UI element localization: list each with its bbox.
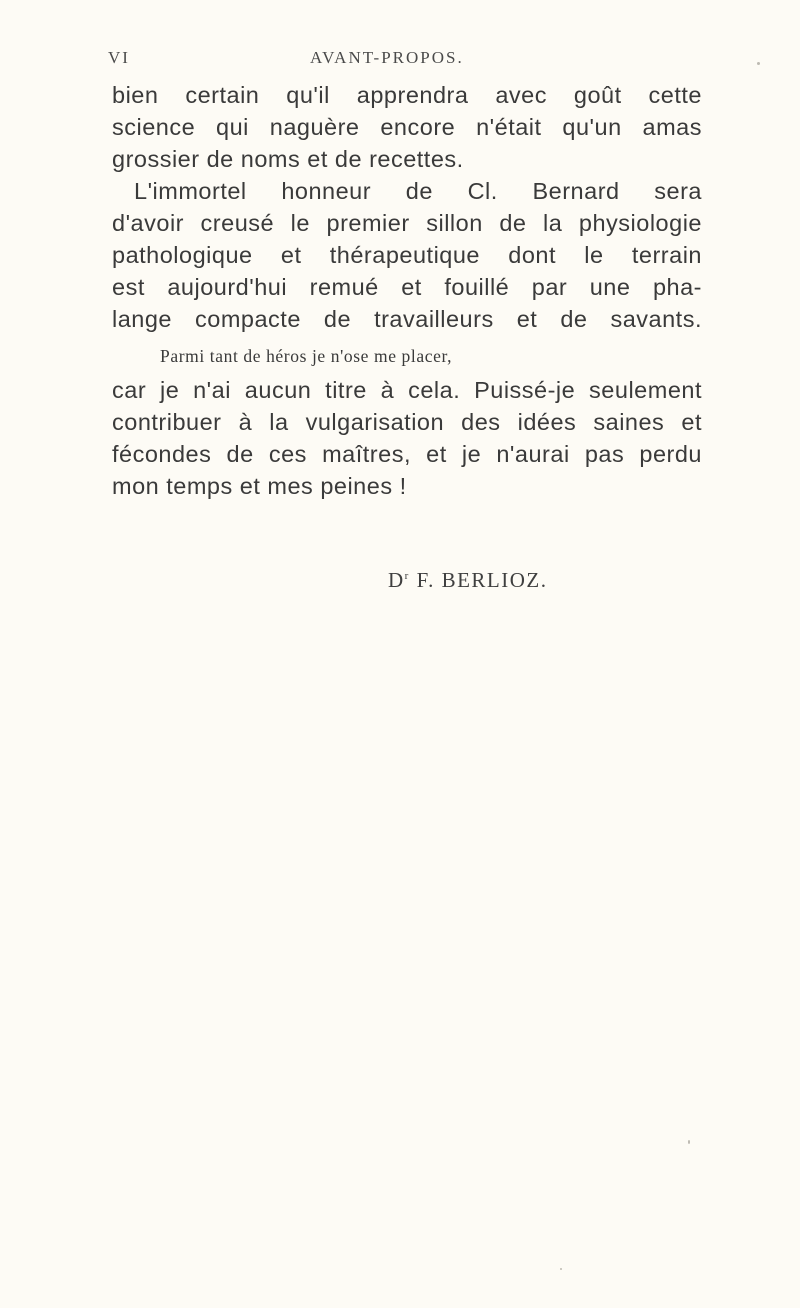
- paragraph-3-line: car je n'ai aucun titre à cela. Puissé-je seulement: [112, 377, 702, 403]
- paper-speck: [688, 1140, 690, 1144]
- paragraph-1-line: grossier de noms et de recettes.: [112, 146, 464, 172]
- paragraph-2-line: L'immortel honneur de Cl. Bernard sera: [134, 178, 702, 204]
- paragraph-2-line: est aujourd'hui remué et fouillé par une pha-: [112, 274, 702, 300]
- paragraph-2-line: d'avoir creusé le premier sillon de la physiologie: [112, 210, 702, 236]
- signature-title: D: [388, 568, 405, 592]
- running-title: AVANT-PROPOS.: [310, 48, 464, 67]
- body-text: [112, 79, 702, 502]
- author-signature: [388, 568, 548, 593]
- paragraph-3-line: contribuer à la vulgarisation des idées saines et: [112, 409, 702, 435]
- signature-name: F. BERLIOZ.: [416, 568, 548, 592]
- paragraph-2-line: pathologique et thérapeutique dont le terrain: [112, 242, 702, 268]
- paragraph-3-line: fécondes de ces maîtres, et je n'aurai pas perdu: [112, 441, 702, 467]
- paper-speck: [560, 1268, 562, 1270]
- paragraph-1-line: science qui naguère encore n'était qu'un amas: [112, 114, 702, 140]
- page-number: VI: [108, 48, 130, 67]
- paragraph-2-line: lange compacte de travailleurs et de savants.: [112, 306, 702, 332]
- paper-speck: [757, 62, 760, 65]
- paragraph-1-line: bien certain qu'il apprendra avec goût cette: [112, 82, 702, 108]
- paragraph-3-line: mon temps et mes peines !: [112, 473, 407, 499]
- signature-title-sup: r: [404, 570, 410, 582]
- verse-quote: Parmi tant de héros je n'ose me placer,: [160, 346, 453, 366]
- page-header: [108, 48, 708, 68]
